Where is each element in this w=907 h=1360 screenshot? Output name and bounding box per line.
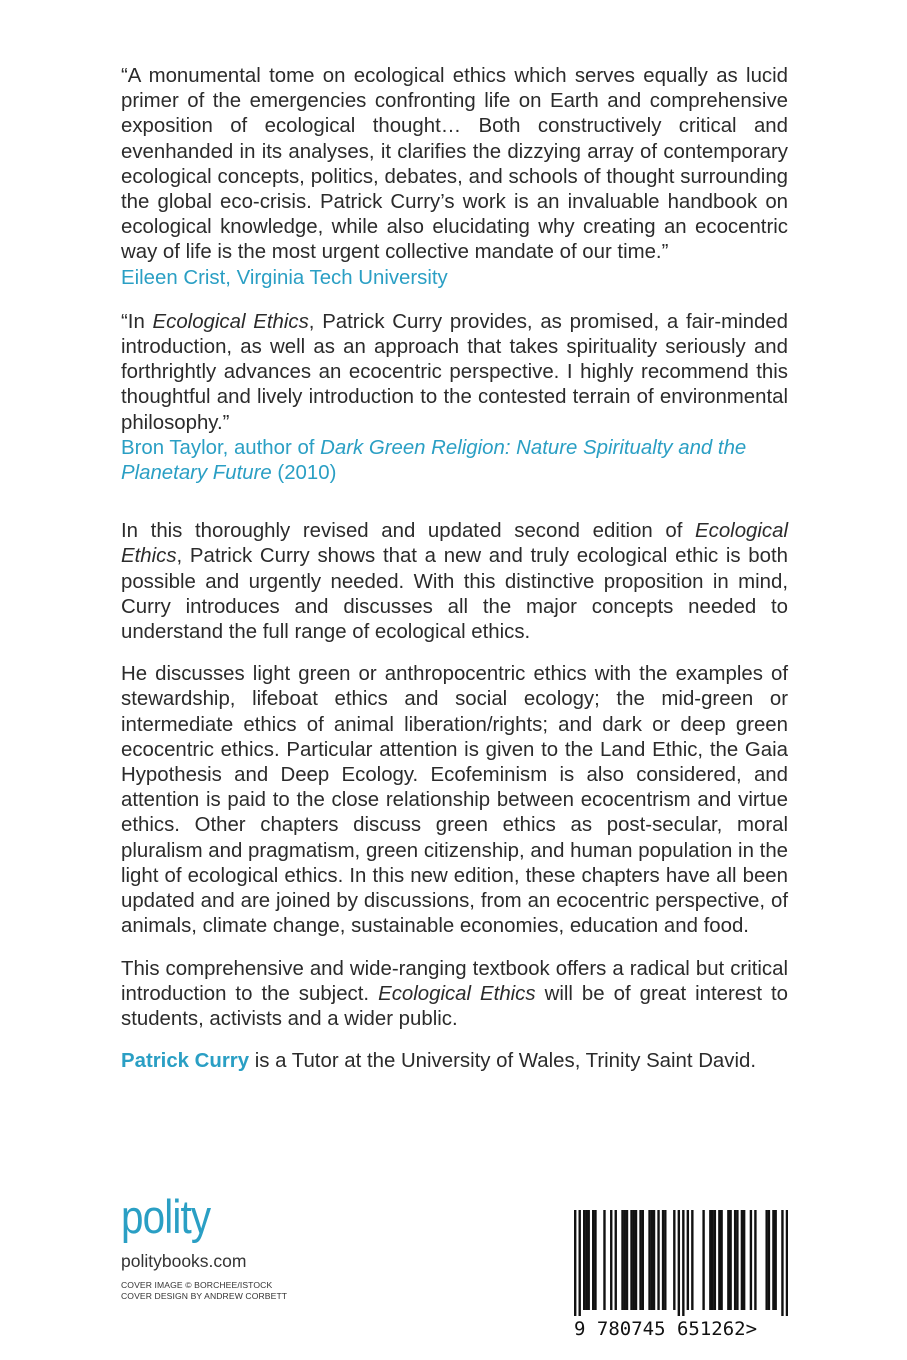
barcode-bar bbox=[682, 1210, 684, 1316]
barcode-bar bbox=[651, 1210, 653, 1310]
barcode-bar bbox=[718, 1210, 720, 1310]
barcode-bar bbox=[642, 1210, 644, 1310]
barcode-bar bbox=[768, 1210, 770, 1310]
barcode-bar bbox=[585, 1210, 587, 1310]
barcode-bar bbox=[653, 1210, 655, 1310]
blurb-paragraph-1 bbox=[121, 519, 788, 645]
barcode-bar bbox=[736, 1210, 738, 1310]
attribution-name: Bron Taylor, author of bbox=[121, 436, 321, 459]
review-quote-crist: “A monumental tome on ecological ethics which serves equally as lucid primer of the emergencies confronting life on Earth and comprehensive exposition of ecological thought… Both constructively critical and evenhanded in its analyses, it clarifies the dizzying array of contemporary ecological concepts, politics, debates, and schools of thought surrounding the global eco-crisis. Patrick Curry’s work is an invaluable handbook on ecological knowledge, while also elucidating why creating an ecocentric way of life is the most urgent collective mandate of our time.” bbox=[121, 65, 788, 264]
barcode-bar bbox=[603, 1210, 605, 1310]
barcode-bar bbox=[734, 1210, 736, 1310]
barcode-bar bbox=[711, 1210, 713, 1310]
barcode-bar bbox=[615, 1210, 617, 1310]
barcode-bar bbox=[702, 1210, 704, 1310]
author-bio-text: is a Tutor at the University of Wales, Trinity Saint David. bbox=[249, 1050, 757, 1073]
barcode-bar bbox=[621, 1210, 623, 1310]
barcode-bar bbox=[673, 1210, 675, 1310]
quote-open: “In bbox=[121, 310, 153, 333]
barcode-bar bbox=[648, 1210, 650, 1310]
barcode-bar bbox=[639, 1210, 641, 1310]
back-cover-text bbox=[121, 64, 788, 1074]
barcode-bar bbox=[781, 1210, 783, 1316]
blurb-paragraph-3 bbox=[121, 957, 788, 1033]
barcode-bar bbox=[633, 1210, 635, 1310]
blurb-paragraph-2: He discusses light green or anthropocentric ethics with the examples of stewardship, lifeboat ethics and social ecology; the mid-green or intermediate ethics of animal liberation/rights; and dark or deep green ecocentric ethics. Particular attention is given to the Land Ethic, the Gaia Hypothesis and Deep Ecology. Ecofeminism is also considered, and attention is paid to the close relationship between ecocentrism and virtue ethics. Other chapters discuss green ethics as post-secular, moral pluralism and pragmatism, green citizenship, and human population in the light of ecological ethics. In this new edition, these chapters have all been updated and are joined by discussions, from an ecocentric perspective, of animals, climate change, sustainable economies, education and food. bbox=[121, 663, 788, 938]
author-name: Patrick Curry bbox=[121, 1050, 250, 1073]
barcode-bar bbox=[574, 1210, 576, 1316]
blurb3-rest: will be of great interest to students, activists and a wider public. bbox=[121, 982, 788, 1030]
blurb1-start: In this thoroughly revised and updated second edition of bbox=[121, 520, 696, 543]
barcode-bar bbox=[741, 1210, 743, 1310]
barcode-bars bbox=[574, 1210, 788, 1316]
barcode-bar bbox=[630, 1210, 632, 1310]
isbn-digits: 9 780745 651262 bbox=[574, 1318, 746, 1340]
review-attribution-taylor bbox=[121, 436, 788, 486]
barcode-bar bbox=[765, 1210, 767, 1310]
polity-logo: polity bbox=[121, 1190, 211, 1243]
publisher-website: politybooks.com bbox=[121, 1251, 247, 1271]
barcode-bar bbox=[714, 1210, 716, 1310]
quote-book-title: Ecological Ethics bbox=[152, 310, 309, 333]
barcode-bar bbox=[583, 1210, 585, 1310]
barcode-bar bbox=[729, 1210, 731, 1310]
barcode-bar bbox=[720, 1210, 722, 1310]
publisher-block bbox=[121, 1192, 287, 1302]
cover-image-credit: COVER IMAGE © BORCHEE/ISTOCK bbox=[121, 1280, 273, 1290]
review-attribution-crist: Eileen Crist, Virginia Tech University bbox=[121, 266, 448, 289]
barcode-bar bbox=[750, 1210, 752, 1310]
blurb1-title: Ecological Ethics bbox=[121, 520, 788, 568]
barcode-bar bbox=[592, 1210, 594, 1310]
barcode-bar bbox=[662, 1210, 664, 1310]
barcode-bar bbox=[579, 1210, 581, 1316]
barcode-bar bbox=[635, 1210, 637, 1310]
author-bio bbox=[121, 1049, 788, 1074]
barcode-bar bbox=[610, 1210, 612, 1310]
barcode-bar bbox=[594, 1210, 596, 1310]
isbn-marker: > bbox=[745, 1318, 758, 1340]
barcode-bar bbox=[626, 1210, 628, 1310]
barcode-bar bbox=[709, 1210, 711, 1310]
blurb3-title: Ecological Ethics bbox=[378, 982, 536, 1005]
barcode-bar bbox=[664, 1210, 666, 1310]
barcode-bar bbox=[774, 1210, 776, 1310]
barcode-bar bbox=[691, 1210, 693, 1310]
attribution-year: (2010) bbox=[271, 462, 337, 485]
barcode-bar bbox=[678, 1210, 680, 1316]
barcode-bar bbox=[772, 1210, 774, 1310]
barcode-bar bbox=[624, 1210, 626, 1310]
barcode-bar bbox=[727, 1210, 729, 1310]
review-quote-taylor bbox=[121, 310, 788, 436]
barcode-bar bbox=[687, 1210, 689, 1310]
quote-body: , Patrick Curry provides, as promised, a fair-minded introduction, as well as an approach that takes spirituality seriously and forthrightly advances an ecocentric perspective. I highly recommend this thoughtful and lively introduction to the contested terrain of environmental philosophy.” bbox=[121, 310, 788, 434]
isbn-number bbox=[574, 1318, 788, 1340]
attribution-book: Dark Green Religion: Nature Spiritualty and the Planetary Future bbox=[121, 436, 747, 485]
barcode-bar bbox=[754, 1210, 756, 1310]
blurb3-start: This comprehensive and wide-ranging textbook offers a radical but critical introduction to the subject. bbox=[121, 957, 788, 1005]
barcode-bar bbox=[743, 1210, 745, 1310]
barcode-bar bbox=[588, 1210, 590, 1310]
barcode-bar bbox=[786, 1210, 788, 1316]
cover-design-credit: COVER DESIGN BY ANDREW CORBETT bbox=[121, 1291, 288, 1301]
blurb1-rest: , Patrick Curry shows that a new and truly ecological ethic is both possible and urgently needed. With this distinctive proposition in mind, Curry introduces and discusses all the major concepts needed to understand the full range of ecological ethics. bbox=[121, 545, 788, 644]
barcode-bar bbox=[657, 1210, 659, 1310]
